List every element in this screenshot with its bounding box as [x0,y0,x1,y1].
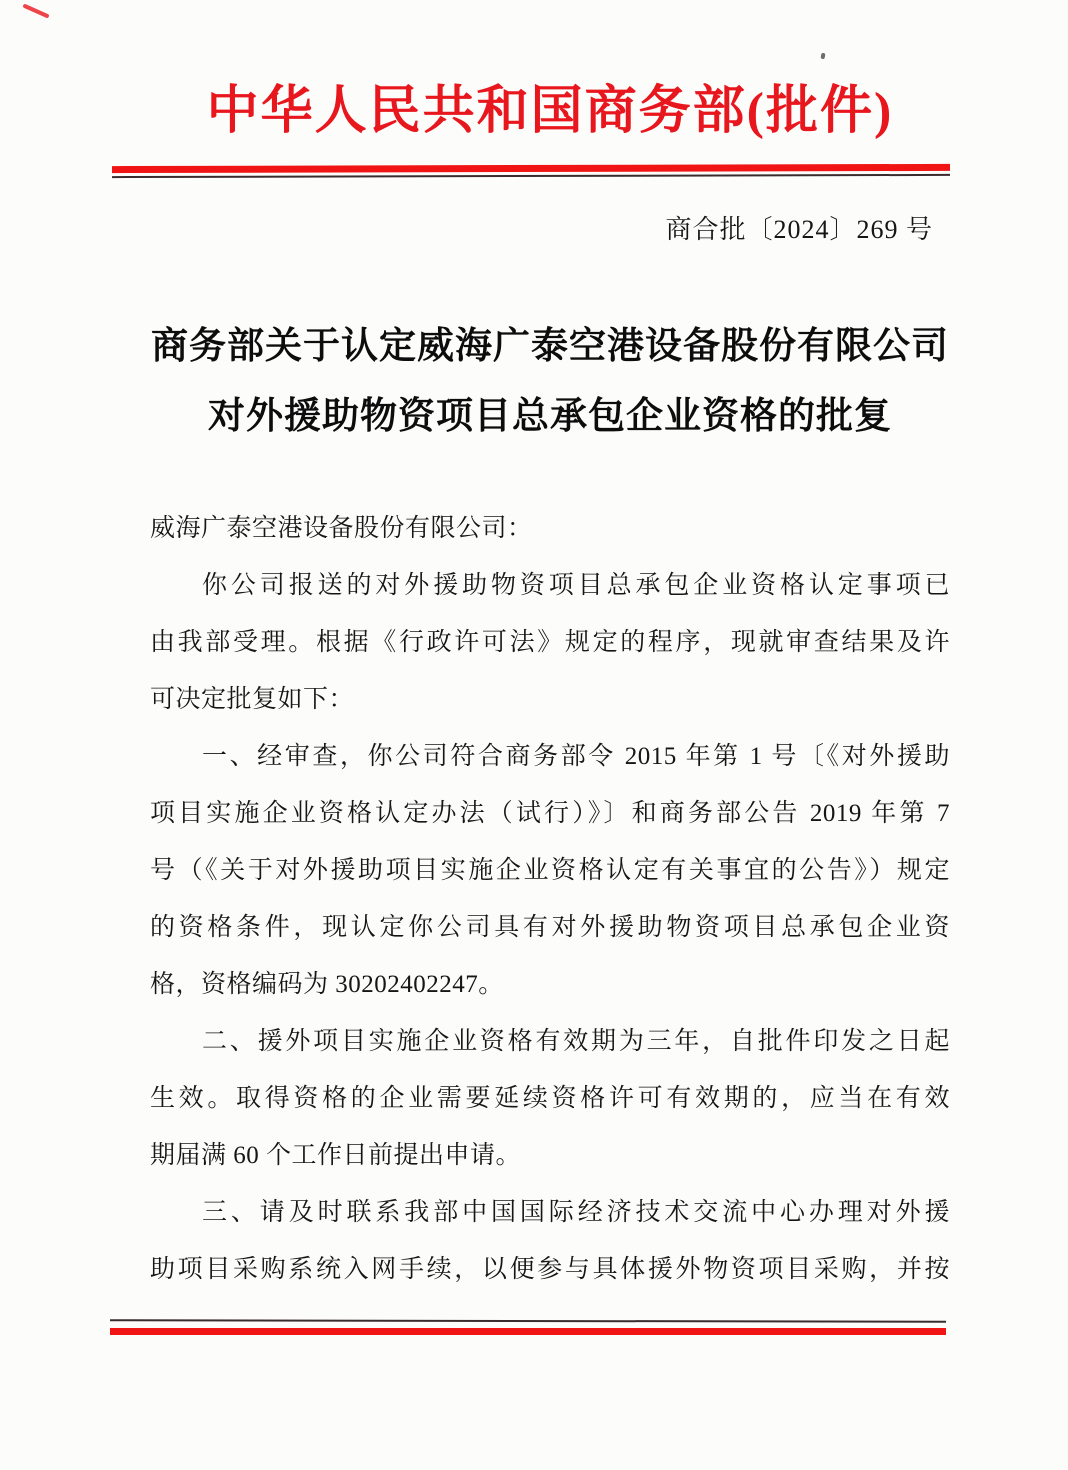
document-number: 商合批〔2024〕269 号 [665,215,933,244]
body-line: 二、援外项目实施企业资格有效期为三年，自批件印发之日起 [202,1028,950,1055]
document-heading [150,312,950,452]
body-line: 期届满 60 个工作日前提出申请。 [150,1142,522,1169]
heading-line-2: 对外援助物资项目总承包企业资格的批复 [208,396,892,437]
footer-rule-red [110,1328,946,1335]
salutation-line: 威海广泰空港设备股份有限公司： [150,515,533,542]
footer-rule-dark [110,1319,946,1322]
body-line: 可决定批复如下： [150,686,355,713]
document-body [150,500,950,1298]
body-line: 三、请及时联系我部中国国际经济技术交流中心办理对外援 [202,1199,950,1226]
header-rule-red [112,164,950,173]
body-line: 格，资格编码为 30202402247。 [150,971,504,998]
body-line: 由我部受理。根据《行政许可法》规定的程序，现就审查结果及许 [150,629,950,656]
body-line: 的资格条件，现认定你公司具有对外援助物资项目总承包企业资 [150,914,950,941]
body-line: 助项目采购系统入网手续，以便参与具体援外物资项目采购，并按 [150,1256,950,1283]
red-pen-mark [22,3,49,18]
body-line: 一、经审查，你公司符合商务部令 2015 年第 1 号〔《对外援助 [202,743,950,770]
header-rule-dark [112,174,950,178]
body-line: 你公司报送的对外援助物资项目总承包企业资格认定事项已 [202,572,950,599]
heading-line-1: 商务部关于认定威海广泰空港设备股份有限公司 [151,326,949,367]
body-line: 生效。取得资格的企业需要延续资格许可有效期的，应当在有效 [150,1085,950,1112]
body-line: 项目实施企业资格认定办法（试行）》〕和商务部公告 2019 年第 7 [150,800,950,827]
letterhead-title: 中华人民共和国商务部(批件) [206,83,894,140]
ink-speck [821,53,826,60]
body-line: 号（《关于对外援助项目实施企业资格认定有关事宜的公告》）规定 [150,857,950,884]
